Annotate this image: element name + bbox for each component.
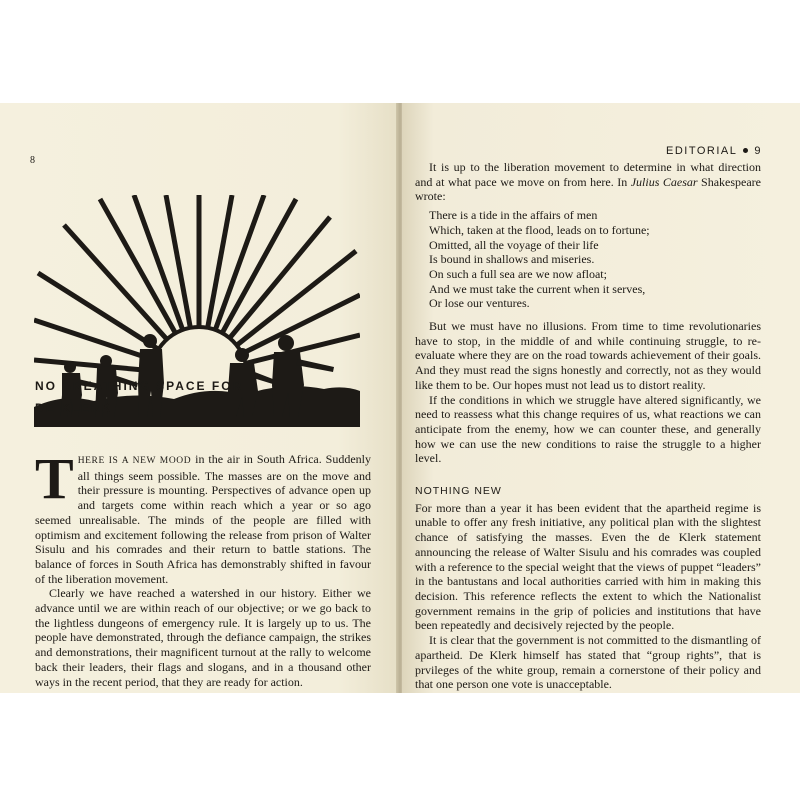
right-paragraph-2: But we must have no illusions. From time to time revolutionaries have to stop, in the middle of and while continuing struggle, to re-evaluate where they are on the road towards achievement of their goals. And they must read the signs honestly and correctly, not as they would like them to be. Our hopes must not lead us to distort reality. <box>415 319 761 392</box>
left-page <box>0 103 398 693</box>
bullet-dot-icon <box>743 148 748 153</box>
running-header <box>666 145 762 157</box>
article-title-line2: DE KLERK <box>35 401 113 415</box>
left-body-text <box>35 446 371 689</box>
right-body-text <box>415 160 761 692</box>
left-paragraph-1-text: in the air in South Africa. Suddenly all things seem possible. The masses are on the move and their pressure is mounting. Perspectives of advance open up and targets come within reach which a year or so ago seemed unrealisable. The minds of the people are filled with optimism and excitement following the release from prison of Walter Sisulu and his comrades and their return to battle stations. The balance of forces in South Africa has demonstrably shifted in favour of the liberation movement. <box>35 452 371 586</box>
play-title: Julius Caesar <box>630 174 698 189</box>
left-paragraph-1 <box>35 446 371 586</box>
left-paragraph-2: Clearly we have reached a watershed in our history. Either we advance until we are within reach of our objective; or we go back to the lightless dungeons of emergency rule. It is largely up to us. The people have demonstrated, through the defiance campaign, the strikes and demonstrations, their magnificent turnout at the rally to welcome back their leaders, their flags and slogans, and in a thousand other ways in the recent period, that they are ready for action. <box>35 586 371 689</box>
drop-cap: T <box>35 446 74 511</box>
right-paragraph-1 <box>415 160 761 204</box>
article-title <box>35 375 365 419</box>
quote-line: There is a tide in the affairs of men <box>429 208 598 223</box>
book-spread <box>0 103 800 693</box>
right-paragraph-1-end: Shakespeare wrote: <box>415 174 761 204</box>
section-subheading: NOTHING NEW <box>415 485 502 498</box>
right-paragraph-1-text: It is up to the liberation movement to determine in what direction and at what pace we move on from here. In <box>415 160 761 189</box>
quote-line: And we must take the current when it serves, <box>429 281 646 296</box>
right-page-number: 9 <box>754 145 762 157</box>
article-title-line1: NO BREATHING SPACE FOR <box>35 379 244 393</box>
quote-line: Which, taken at the flood, leads on to fortune; <box>429 222 650 237</box>
quote-line: On such a full sea are we now afloat; <box>429 266 607 281</box>
section-label: EDITORIAL <box>666 145 738 157</box>
left-page-number: 8 <box>30 155 35 166</box>
quote-line: Omitted, all the voyage of their life <box>429 237 599 252</box>
right-paragraph-5: It is clear that the government is not committed to the dismantling of apartheid. De Klerk himself has stated that “group rights”, that is prvileges of the white group, remain a cornerstone of their policy and that one person one vote is unacceptable. <box>415 633 761 692</box>
quote-line: Or lose our ventures. <box>429 296 530 311</box>
right-paragraph-3: If the conditions in which we struggle have altered significantly, we need to reassess what this change requires of us, what reactions we can anticipate from the enemy, how we can counter these, and generally how we can use the new conditions to raise the struggle to a higher level. <box>415 392 761 466</box>
right-paragraph-4: For more than a year it has been evident that the apartheid regime is unable to offer any fresh initiative, any political plan with the slightest chance of satisfying the masses. Even the de Klerk statement announcing the release of Walter Sisulu and his comrades was coupled with a reference to the special weight that the views of puppet “leaders” in the bantustans and local authorities carried with him in making this decision. This reference reflects the extent to which the Nationalist government remains in the grip of policies and institutions that have been repeatedly and decisively rejected by the people. <box>415 500 761 633</box>
shakespeare-quote <box>429 208 761 311</box>
lead-in-smallcaps: HERE IS A NEW MOOD <box>77 456 192 466</box>
quote-line: Is bound in shallows and miseries. <box>429 252 595 267</box>
